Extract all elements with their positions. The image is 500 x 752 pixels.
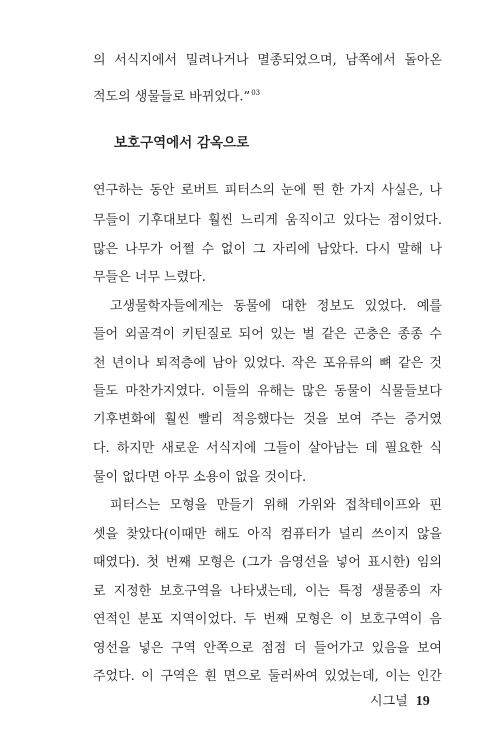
running-title: 시그널 bbox=[370, 694, 408, 709]
footnote-reference: 03 bbox=[251, 89, 261, 97]
paragraph-2-line-4: 들도 마찬가지였다. 이들의 유해는 많은 동물이 식물들보다 bbox=[93, 384, 442, 399]
paragraph-2-line-3: 천 년이나 퇴적층에 남아 있었다. 작은 포유류의 뼈 같은 것 bbox=[93, 356, 442, 371]
paragraph-3-line-3: 때였다). 첫 번째 모형은 (그가 음영선을 넣어 표시한) 임의 bbox=[93, 555, 442, 570]
paragraph-2-line-6: 다. 하지만 새로운 서식지에 그들이 살아남는 데 필요한 식 bbox=[93, 441, 442, 456]
paragraph-3-line-1: 피터스는 모형을 만들기 위해 가위와 접착테이프와 핀 bbox=[110, 498, 442, 513]
intro-line-last bbox=[93, 84, 442, 106]
paragraph-3-line-7: 주었다. 이 구역은 흰 면으로 둘러싸여 있었는데, 이는 인간 bbox=[93, 669, 442, 684]
paragraph-2-line-7: 물이 없다면 아무 소용이 없을 것이다. bbox=[93, 470, 307, 485]
intro-line: 의 서식지에서 밀려나거나 멸종되었으며, 남쪽에서 돌아온 bbox=[93, 53, 442, 68]
paragraph-3-line-2: 셋을 찾았다(이때만 해도 아직 컴퓨터가 널리 쓰이지 않을 bbox=[93, 527, 442, 542]
paragraph-1-line-1: 연구하는 동안 로버트 피터스의 눈에 띈 한 가지 사실은, 나 bbox=[93, 183, 442, 198]
page-number: 19 bbox=[415, 694, 430, 709]
paragraph-2-line-5: 기후변화에 훨씬 빨리 적응했다는 것을 보여 주는 증거였 bbox=[93, 412, 442, 427]
paragraph-1-line-3: 많은 나무가 어쩔 수 없이 그 자리에 남았다. 다시 말해 나 bbox=[93, 242, 442, 257]
section-heading: 보호구역에서 감옥으로 bbox=[114, 135, 250, 151]
paragraph-2-line-2: 들어 외골격이 키틴질로 되어 있는 벌 같은 곤충은 종종 수 bbox=[93, 327, 442, 342]
paragraph-3-line-6: 영선을 넣은 구역 안쪽으로 점점 더 들어가고 있음을 보여 bbox=[93, 641, 442, 656]
page-footer bbox=[370, 690, 430, 710]
paragraph-3-line-5: 연적인 분포 지역이었다. 두 번째 모형은 이 보호구역이 음 bbox=[93, 612, 442, 627]
intro-line-text: 적도의 생물들로 바뀌었다.” bbox=[93, 89, 251, 105]
paragraph-1-line-2: 무들이 기후대보다 훨씬 느리게 움직이고 있다는 점이었다. bbox=[93, 213, 442, 228]
paragraph-2-line-1: 고생물학자들에게는 동물에 대한 정보도 있었다. 예를 bbox=[110, 299, 442, 314]
paragraph-1-line-4: 무들은 너무 느렸다. bbox=[93, 270, 206, 285]
paragraph-3-line-4: 로 지정한 보호구역을 나타냈는데, 이는 특정 생물종의 자 bbox=[93, 584, 442, 599]
